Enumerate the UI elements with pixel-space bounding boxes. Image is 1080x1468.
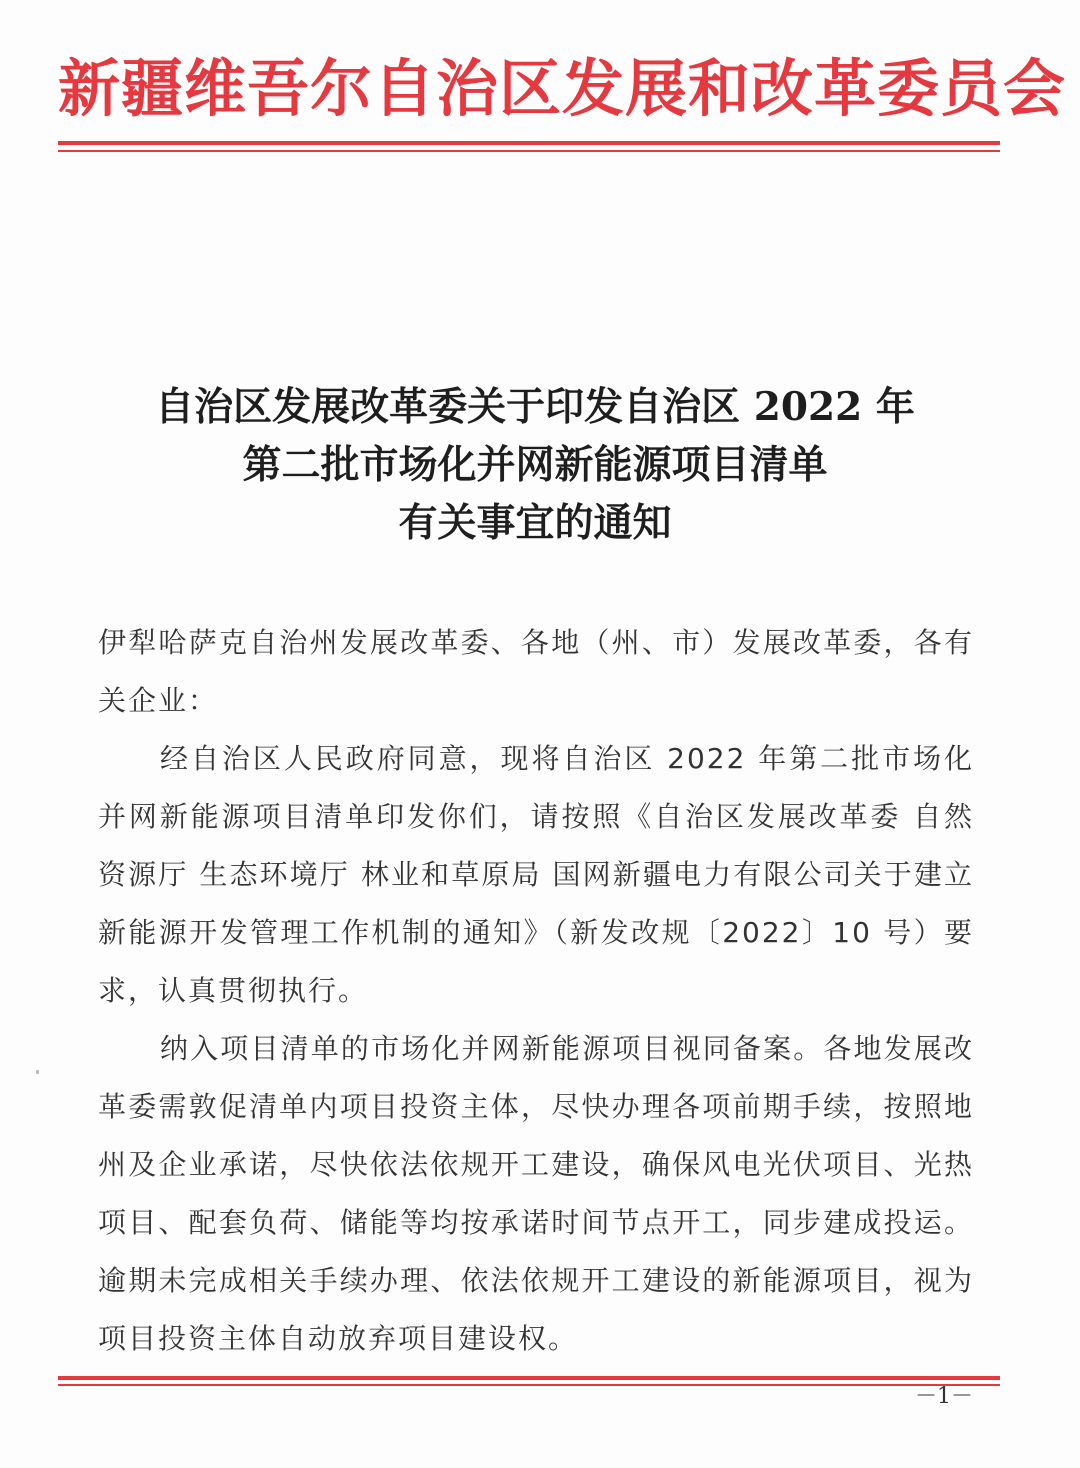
document-title-line-2: 第二批市场化并网新能源项目清单 [242,442,828,488]
document-title-line-3: 有关事宜的通知 [398,500,672,546]
document-title [90,378,980,552]
document-body [98,614,974,1368]
letterhead-rule-thin [58,150,1000,152]
salutation: 伊犁哈萨克自治州发展改革委、各地（州、市）发展改革委，各有关企业： [98,626,974,717]
letterhead-org-name: 新疆维吾尔自治区发展和改革委员会 [58,52,1067,125]
document-title-line-1: 自治区发展改革委关于印发自治区 2022 年 [155,384,915,430]
footer-rule-thick [58,1376,1000,1380]
body-paragraph-1: 经自治区人民政府同意，现将自治区 2022 年第二批市场化并网新能源项目清单印发你们，请按照《自治区发展改革委 自然资源厅 生态环境厅 林业和草原局 国网新疆电力有限公司关于建立新能源开发管理工作机制的通知》（新发改规〔2022〕10 号）要求，认真贯彻执行。 [98,742,974,1007]
body-paragraph-2: 纳入项目清单的市场化并网新能源项目视同备案。各地发展改革委需敦促清单内项目投资主体，尽快办理各项前期手续，按照地州及企业承诺，尽快依法依规开工建设，确保风电光伏项目、光热项目、配套负荷、储能等均按承诺时间节点开工，同步建成投运。逾期未完成相关手续办理、依法依规开工建设的新能源项目，视为项目投资主体自动放弃项目建设权。 [98,1032,974,1355]
letterhead-rule-thick [58,141,1000,145]
footer-rule-thin [58,1384,1000,1386]
page-number: －1－ [915,1384,973,1409]
scan-speck [36,1070,39,1074]
